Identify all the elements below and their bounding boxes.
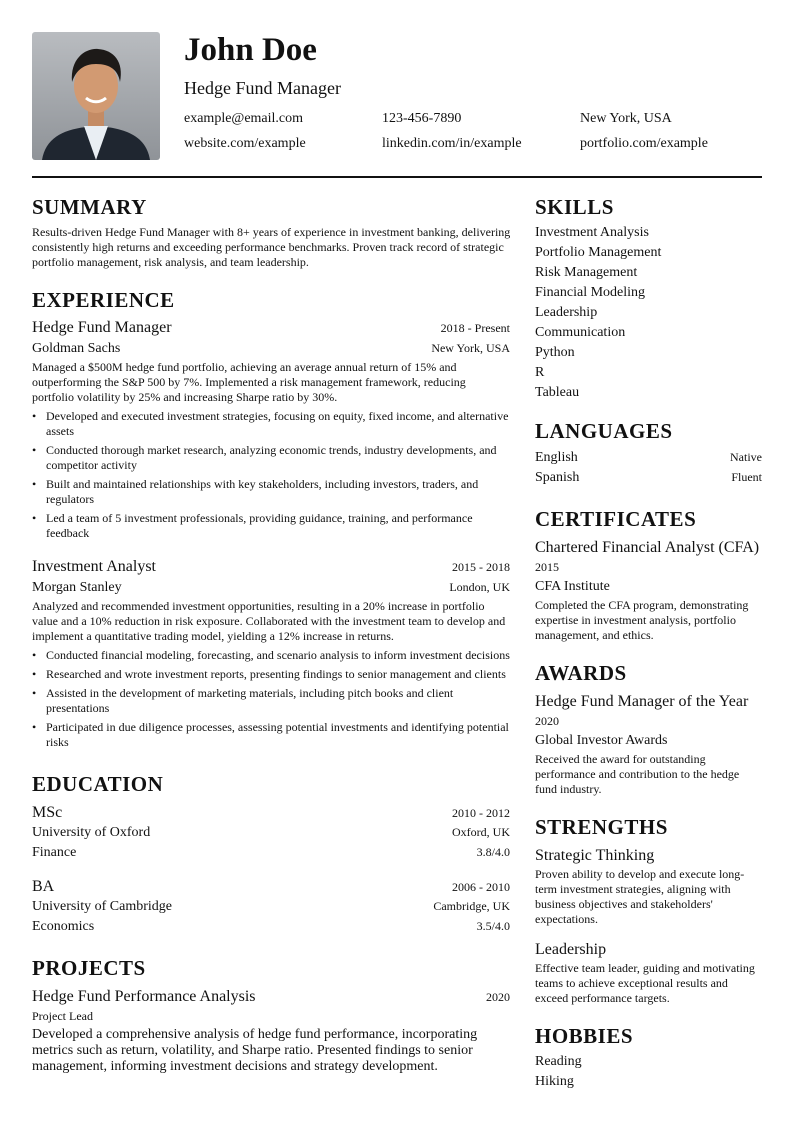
project-header (32, 987, 510, 1007)
skill-item: Python (535, 345, 575, 360)
job-header (32, 557, 510, 577)
certificate-issuer: CFA Institute (535, 579, 610, 594)
skill-item: Communication (535, 325, 626, 340)
certificate-year: 2015 (535, 560, 559, 574)
education-school: University of Cambridge (32, 899, 172, 914)
education-degree-row (32, 877, 510, 897)
job-location: New York, USA (431, 341, 510, 355)
job-header (32, 318, 510, 338)
language-level: Fluent (731, 470, 762, 484)
job-dates: 2018 - Present (440, 321, 510, 335)
education-gpa: 3.5/4.0 (476, 919, 510, 933)
job-bullet: • Developed and executed investment strategies, focusing on equity, fixed income, and alternative assets (32, 409, 510, 439)
job-bullet: • Built and maintained relationships with key stakeholders, including investors, traders, and regulators (32, 477, 510, 507)
contact-linkedin[interactable]: linkedin.com/in/example (382, 136, 522, 151)
project-name: Hedge Fund Performance Analysis (32, 988, 256, 1005)
job-location: London, UK (449, 580, 510, 594)
contact-email[interactable]: example@email.com (184, 111, 304, 126)
skill-item: Investment Analysis (535, 225, 649, 240)
strength-name: Leadership (535, 941, 607, 958)
job-bullet: • Led a team of 5 investment professionals, providing guidance, training, and performance feedback (32, 511, 510, 541)
summary-text: Results-driven Hedge Fund Manager with 8+ years of experience in investment banking, delivering consistently high returns and exceeding performance benchmarks. Proven track record of strategic portfolio management, risk analysis, and team leadership. (32, 225, 511, 269)
job-bullet: • Assisted in the development of marketing materials, including pitch books and client presentations (32, 686, 510, 716)
awards-heading: AWARDS (535, 661, 627, 685)
job-company: Goldman Sachs (32, 341, 121, 356)
contact-phone[interactable]: 123-456-7890 (382, 111, 462, 126)
contact-location: New York, USA (580, 111, 672, 126)
hobbies-list (535, 1052, 582, 1092)
experience-heading: EXPERIENCE (32, 288, 175, 312)
summary-heading: SUMMARY (32, 195, 147, 219)
language-name: Spanish (535, 470, 580, 485)
education-field: Finance (32, 845, 77, 860)
skill-item: Tableau (535, 385, 580, 400)
contact-website[interactable]: website.com/example (184, 136, 306, 151)
job-company-row (32, 340, 510, 358)
education-location: Cambridge, UK (433, 899, 510, 913)
job-company: Morgan Stanley (32, 580, 122, 595)
hobbies-heading: HOBBIES (535, 1024, 634, 1048)
education-dates: 2010 - 2012 (452, 806, 510, 820)
job-role: Hedge Fund Manager (32, 319, 172, 336)
skill-item: Risk Management (535, 265, 638, 280)
skill-item: R (535, 365, 545, 380)
strength-description: Proven ability to develop and execute long-term investment strategies, aligning with business objectives and stakeholders' expectations. (535, 867, 745, 926)
projects-heading: PROJECTS (32, 956, 146, 980)
job-bullet: • Conducted financial modeling, forecasting, and scenario analysis to inform investment decisions (32, 648, 510, 663)
education-degree-row (32, 803, 510, 823)
job-description: Managed a $500M hedge fund portfolio, achieving an average annual return of 15% and outperforming the S&P 500 by 7%. Implemented a risk management framework, reducing portfolio volatility by 25% and increasing Sharpe ratio by 30%. (32, 360, 466, 404)
certificate-description: Completed the CFA program, demonstrating expertise in investment analysis, portfolio management, and ethics. (535, 598, 749, 642)
education-gpa: 3.8/4.0 (476, 845, 510, 859)
award-description: Received the award for outstanding performance and contribution to the hedge fund industry. (535, 752, 740, 796)
job-bullet: • Conducted thorough market research, analyzing economic trends, industry developments, and competitor activity (32, 443, 510, 473)
language-row (535, 449, 762, 467)
strengths-heading: STRENGTHS (535, 815, 668, 839)
job-bullet: • Participated in due diligence processes, assessing potential investments and identifying potential risks (32, 720, 510, 750)
project-description: Developed a comprehensive analysis of hedge fund performance, incorporating metrics such as return, volatility, and Sharpe ratio. Presented findings to senior management, informing investment decisions and strategy development. (32, 1027, 478, 1074)
education-heading: EDUCATION (32, 772, 164, 796)
award-issuer: Global Investor Awards (535, 733, 668, 748)
education-field: Economics (32, 919, 95, 934)
skills-list (535, 223, 762, 403)
profile-photo (32, 32, 160, 160)
candidate-name: John Doe (184, 32, 317, 68)
education-school-row (32, 898, 510, 916)
award-name: Hedge Fund Manager of the Year (535, 693, 749, 710)
education-degree: BA (32, 878, 55, 895)
education-degree: MSc (32, 804, 63, 821)
skill-item: Portfolio Management (535, 245, 662, 260)
contact-portfolio[interactable]: portfolio.com/example (580, 136, 708, 151)
project-year: 2020 (486, 990, 510, 1004)
strength-description: Effective team leader, guiding and motivating teams to achieve exceptional results and exceed performance targets. (535, 961, 755, 1005)
strength-name: Strategic Thinking (535, 847, 655, 864)
languages-heading: LANGUAGES (535, 419, 673, 443)
language-name: English (535, 450, 578, 465)
certificates-heading: CERTIFICATES (535, 507, 697, 531)
education-location: Oxford, UK (452, 825, 510, 839)
education-school-row (32, 824, 510, 842)
header-divider (32, 176, 762, 178)
project-role: Project Lead (32, 1009, 93, 1023)
language-level: Native (730, 450, 762, 464)
candidate-title: Hedge Fund Manager (184, 78, 341, 98)
hobby-item: Hiking (535, 1074, 574, 1089)
certificate-name: Chartered Financial Analyst (CFA) (535, 539, 760, 556)
language-row (535, 469, 762, 487)
job-dates: 2015 - 2018 (452, 560, 510, 574)
job-bullets (32, 648, 510, 754)
education-school: University of Oxford (32, 825, 151, 840)
skills-heading: SKILLS (535, 195, 614, 219)
job-bullet: • Researched and wrote investment reports, presenting findings to senior management and clients (32, 667, 510, 682)
skill-item: Financial Modeling (535, 285, 646, 300)
hobby-item: Reading (535, 1054, 582, 1069)
education-dates: 2006 - 2010 (452, 880, 510, 894)
skill-item: Leadership (535, 305, 598, 320)
education-field-row (32, 844, 510, 862)
job-role: Investment Analyst (32, 558, 156, 575)
avatar-icon (32, 32, 160, 160)
award-year: 2020 (535, 714, 559, 728)
job-bullets (32, 409, 510, 545)
job-company-row (32, 579, 510, 597)
job-description: Analyzed and recommended investment opportunities, resulting in a 20% increase in portfolio value and a 10% reduction in risk exposure. Collaborated with the investment team to develop and implement a quantitative trading model, yielding a 12% increase in returns. (32, 599, 506, 643)
education-field-row (32, 918, 510, 936)
